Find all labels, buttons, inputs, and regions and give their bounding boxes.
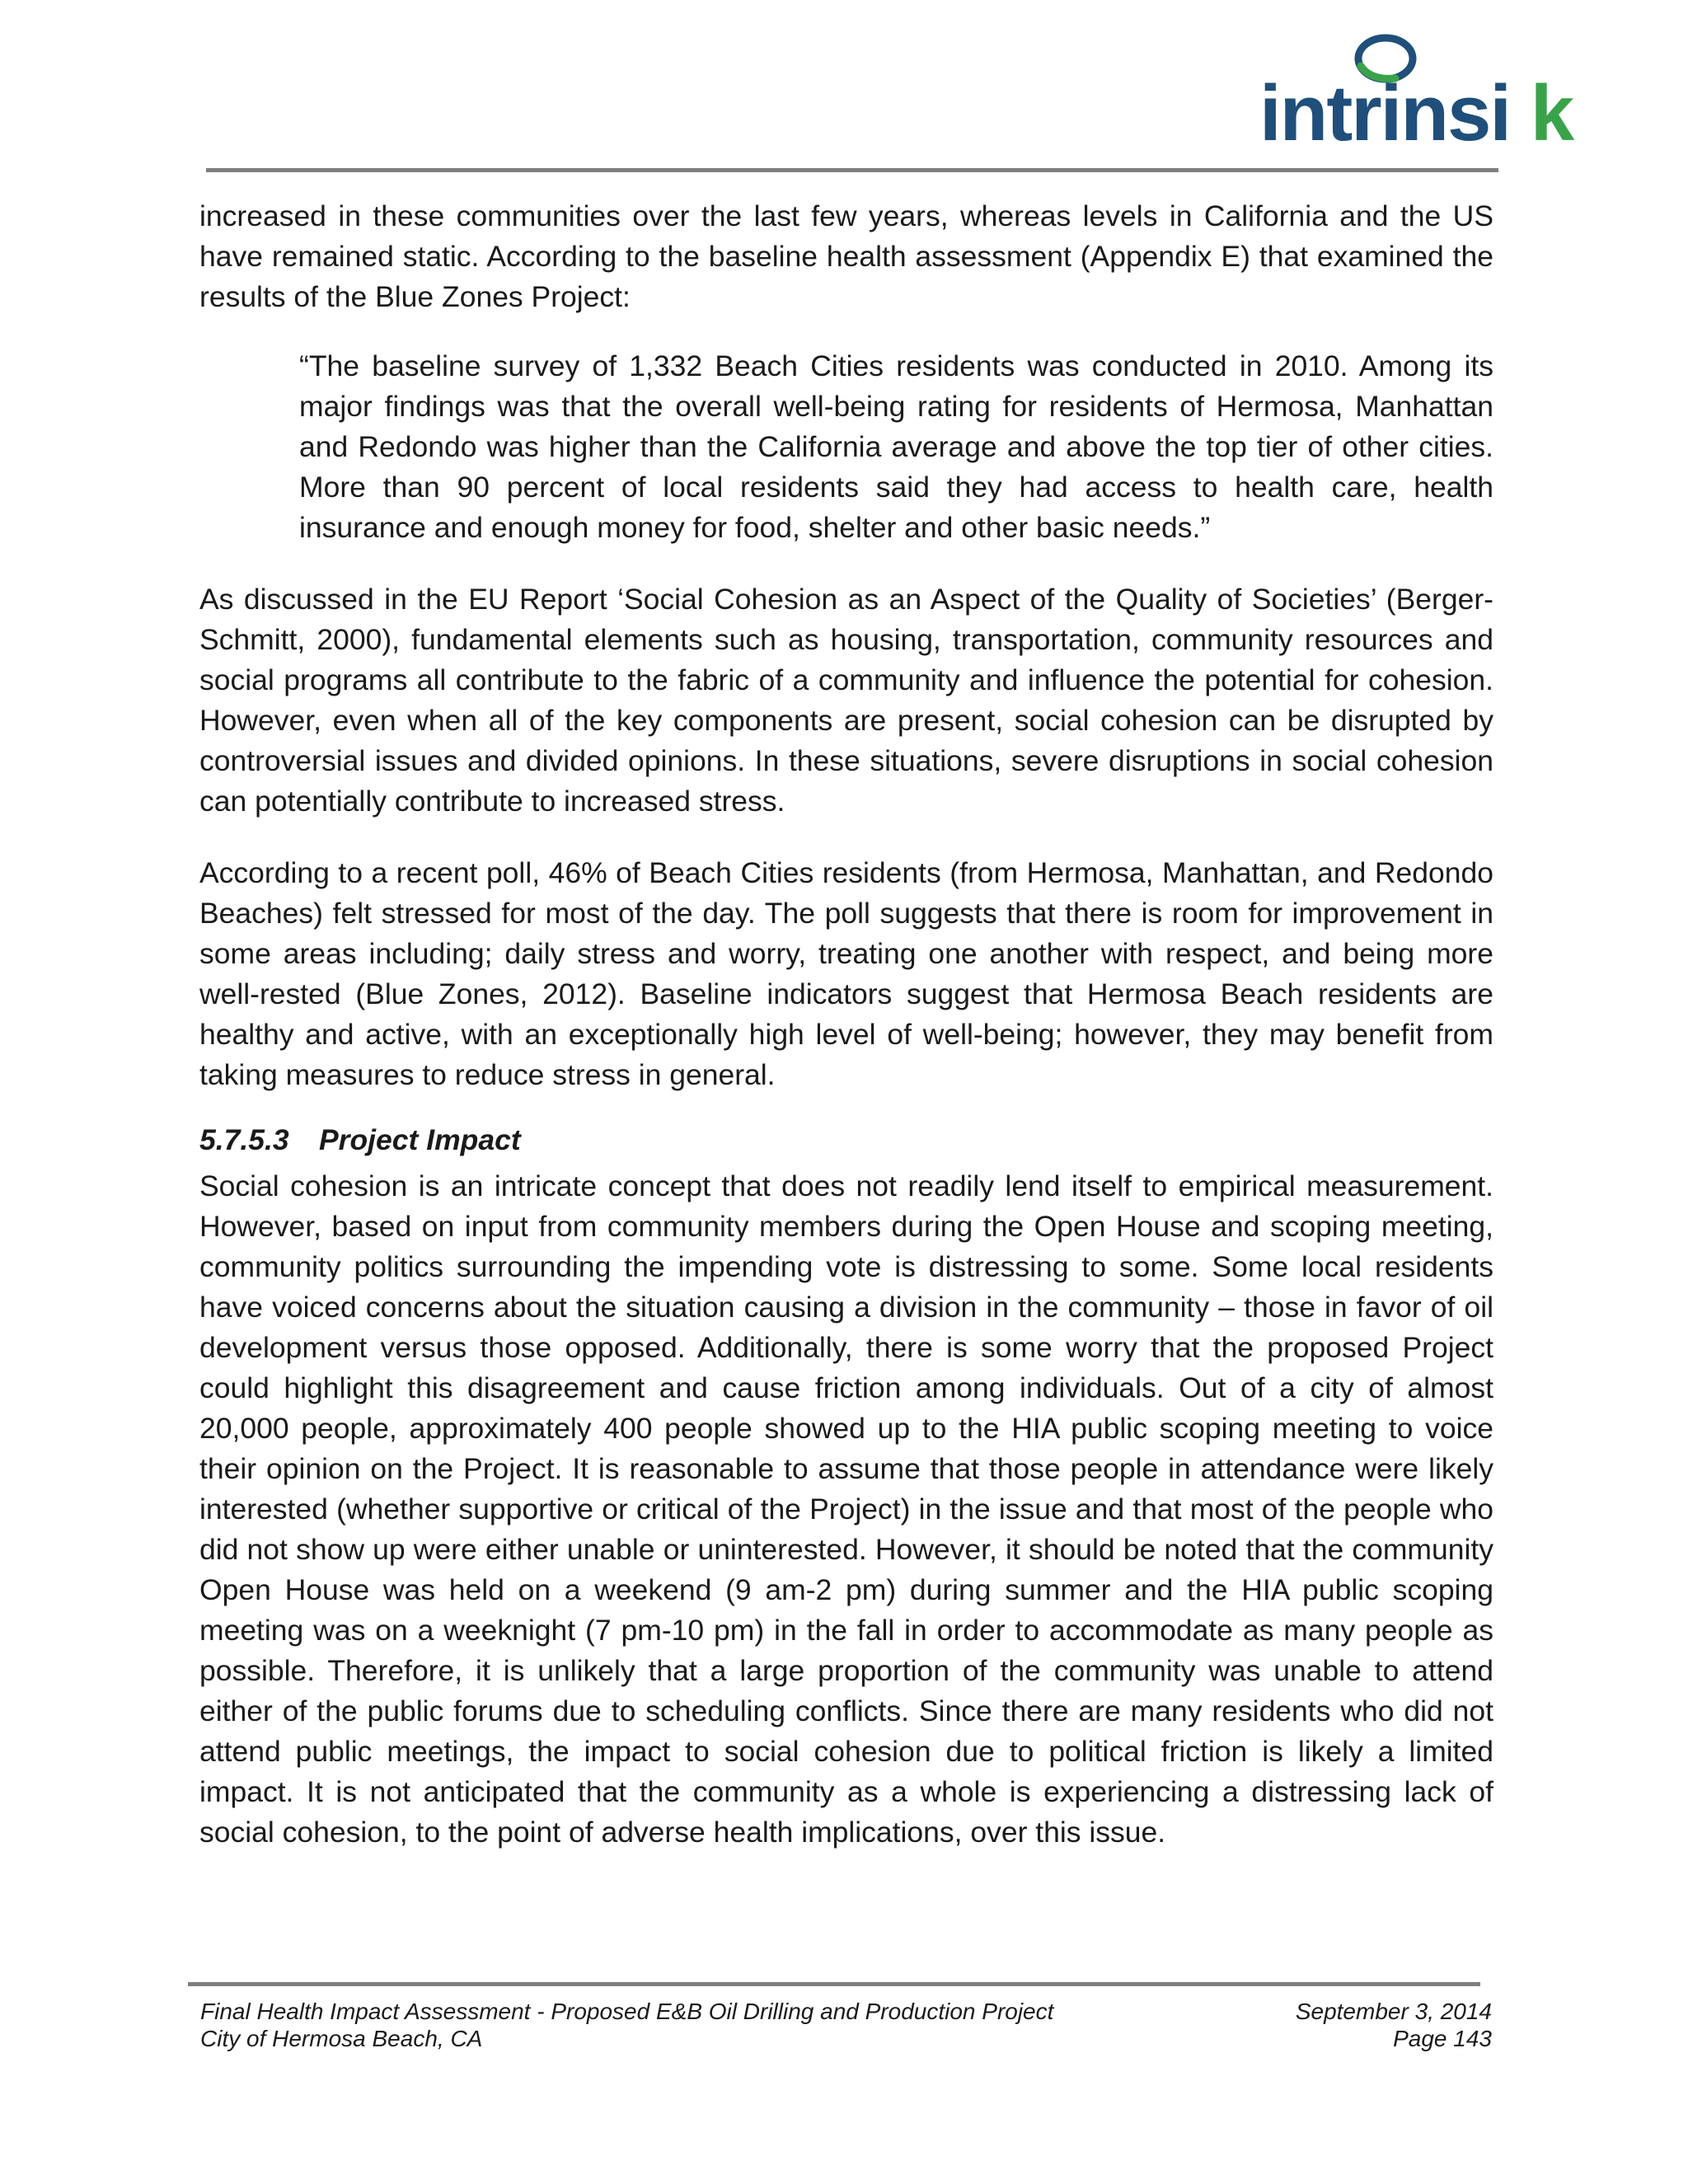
header-divider: [206, 168, 1498, 172]
page-footer: [200, 1998, 1492, 2052]
section-title: Project Impact: [319, 1123, 521, 1156]
section-heading-project-impact: [199, 1120, 1493, 1160]
paragraph-stress-poll: According to a recent poll, 46% of Beach Cities residents (from Hermosa, Manhattan, and Redondo Beaches) felt stressed for most of the day. The poll suggests that there is room for improvement in some areas including; daily stress and worry, treating one another with respect, and being more well-rested (Blue Zones, 2012). Baseline indicators suggest that Hermosa Beach residents are healthy and active, with an exceptionally high level of well-being; however, they may benefit from taking measures to reduce stress in general.: [199, 856, 1493, 1091]
paragraph-blue-zones-intro: increased in these communities over the last few years, whereas levels in California and the US have remained static. According to the baseline health assessment (Appendix E) that examined the results of the Blue Zones Project:: [199, 199, 1493, 313]
logo-wordmark: [1259, 69, 1573, 157]
section-number: 5.7.5.3: [199, 1123, 289, 1156]
logo-text: intrinsi: [1259, 69, 1511, 157]
page-body: [199, 196, 1493, 1853]
footer-document-title: Final Health Impact Assessment - Proposed E&B Oil Drilling and Production Project: [200, 1999, 1054, 2024]
paragraph-social-cohesion: As discussed in the EU Report ‘Social Cohesion as an Aspect of the Quality of Societies’ (Berger-Schmitt, 2000), fundamental elements such as housing, transportation, community resources and social programs all contribute to the fabric of a community and influence the potential for cohesion. However, even when all of the key components are present, social cohesion can be disrupted by controversial issues and divided opinions. In these situations, severe disruptions in social cohesion can potentially contribute to increased stress.: [199, 583, 1493, 818]
logo-text-tail: k: [1530, 69, 1573, 157]
footer-date: September 3, 2014: [1295, 1999, 1492, 2024]
intrinsik-logo: [1259, 33, 1573, 157]
footer-location: City of Hermosa Beach, CA: [200, 2026, 483, 2051]
footer-divider: [188, 1982, 1480, 1986]
block-quote-baseline-survey: “The baseline survey of 1,332 Beach Cities residents was conducted in 2010. Among its major findings was that the overall well-being rating for residents of Hermosa, Manhattan and Redondo was higher than the California average and above the top tier of other cities. More than 90 percent of local residents said they had access to health care, health insurance and enough money for food, shelter and other basic needs.”: [299, 349, 1493, 544]
footer-page-number: Page 143: [1393, 2026, 1492, 2051]
paragraph-project-impact: Social cohesion is an intricate concept that does not readily lend itself to empirical measurement. However, based on input from community members during the Open House and scoping meeting, community politics surrounding the impending vote is distressing to some. Some local residents have voiced concerns about the situation causing a division in the community – those in favor of oil development versus those opposed. Additionally, there is some worry that the proposed Project could highlight this disagreement and cause friction among individuals. Out of a city of almost 20,000 people, approximately 400 people showed up to the HIA public scoping meeting to voice their opinion on the Project. It is reasonable to assume that those people in attendance were likely interested (whether supportive or critical of the Project) in the issue and that most of the people who did not show up were either unable or uninterested. However, it should be noted that the community Open House was held on a weekend (9 am-2 pm) during summer and the HIA public scoping meeting was on a weeknight (7 pm-10 pm) in the fall in order to accommodate as many people as possible. Therefore, it is unlikely that a large proportion of the community was unable to attend either of the public forums due to scheduling conflicts. Since there are many residents who did not attend public meetings, the impact to social cohesion due to political friction is likely a limited impact. It is not anticipated that the community as a whole is experiencing a distressing lack of social cohesion, to the point of adverse health implications, over this issue.: [199, 1169, 1493, 1849]
